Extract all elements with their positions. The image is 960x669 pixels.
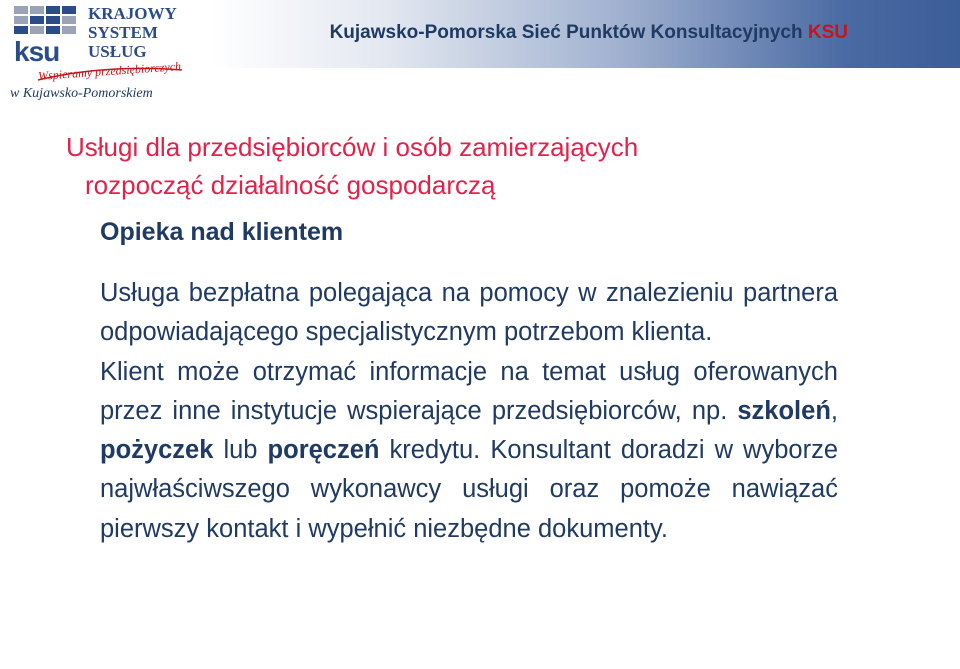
separator: , xyxy=(830,396,838,425)
logo-grid-icon xyxy=(14,6,84,40)
page-title-line1: Usługi dla przedsiębiorców i osób zamierzających xyxy=(66,132,639,162)
header-title-ksu: KSU xyxy=(807,22,848,43)
logo-word: USŁUG xyxy=(88,42,147,61)
paragraph-client-start: Klient może otrzymać informacje na temat usług oferowanych przez inne instytucje wspierające przedsiębiorców, np. xyxy=(100,357,838,425)
page-title-line2: rozpocząć działalność gospodarczą xyxy=(85,170,496,200)
section-subtitle: Opieka nad klientem xyxy=(100,218,344,246)
logo-word: SYSTEM xyxy=(88,23,158,42)
logo-ksu-mark: ksu xyxy=(14,36,60,67)
header-title xyxy=(330,22,848,44)
logo-word: KRAJOWY xyxy=(88,4,177,23)
logo-tagline: Wspieramy przedsiębiorczych xyxy=(37,59,182,83)
bold-term-training: szkoleń xyxy=(737,396,831,425)
separator: lub xyxy=(213,436,268,465)
ksu-logo xyxy=(6,2,206,106)
paragraph-client-end: kredytu. Konsultant doradzi w wyborze najwłaściwszego wykonawcy usługi oraz pomoże nawiązać pierwszy kontakt i wypełnić niezbędne dokumenty. xyxy=(100,436,839,543)
paragraph-client xyxy=(100,353,838,549)
logo-region: w Kujawsko-Pomorskiem xyxy=(10,86,153,101)
header-title-text: Kujawsko-Pomorska Sieć Punktów Konsultacyjnych xyxy=(329,22,808,43)
bold-term-guarantees: poręczeń xyxy=(267,436,380,465)
logo-words xyxy=(88,4,177,61)
page-title xyxy=(66,128,638,204)
paragraph-service: Usługa bezpłatna polegająca na pomocy w znalezieniu partnera odpowiadającego specjalistycznym potrzebom klienta. xyxy=(100,279,838,347)
body-text xyxy=(100,274,838,549)
bold-term-loans: pożyczek xyxy=(100,436,214,465)
